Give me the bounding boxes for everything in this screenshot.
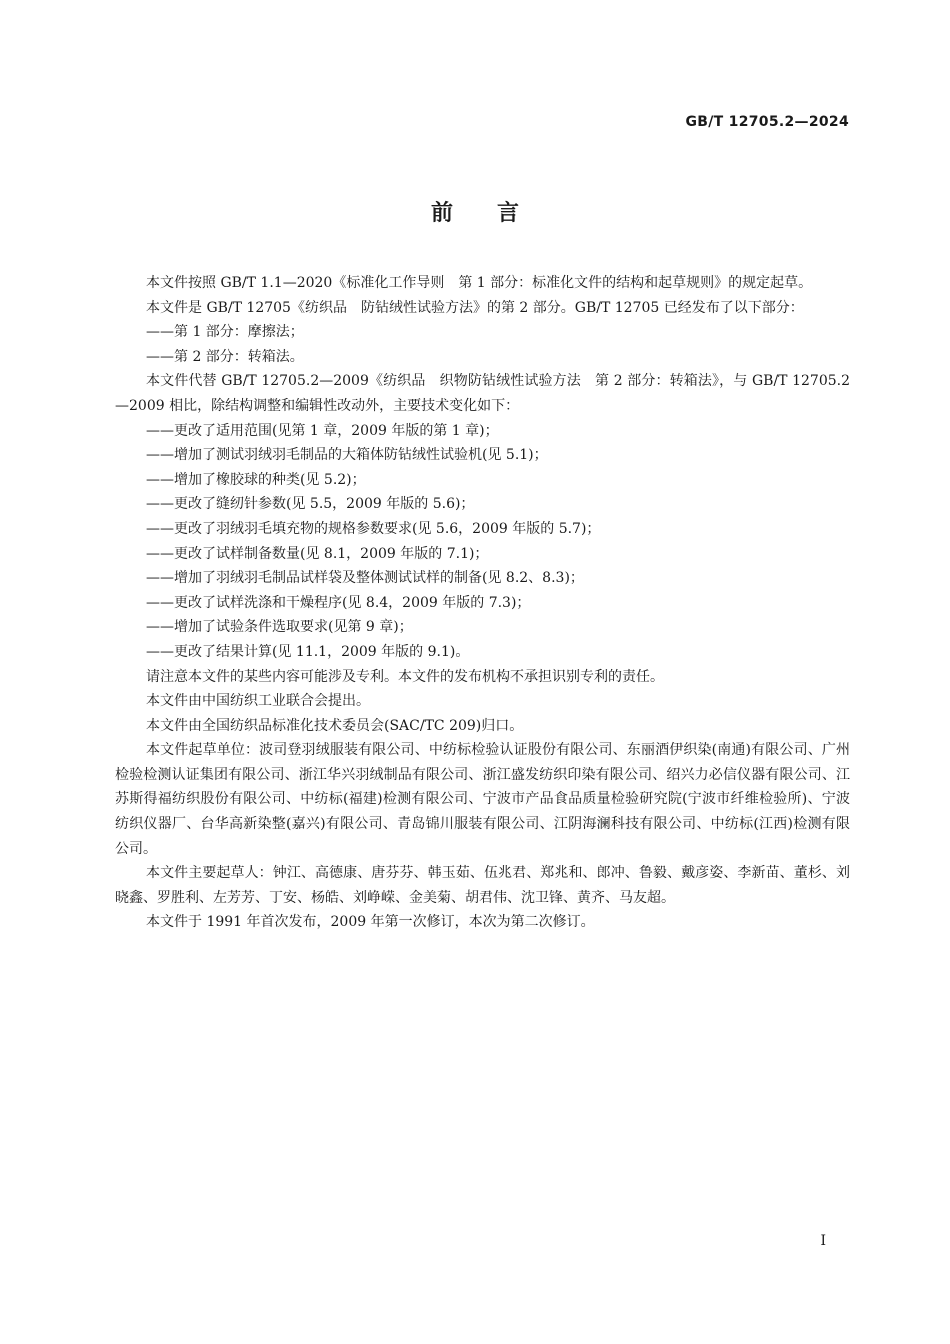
list-item: ——更改了适用范围(见第 1 章，2009 年版的第 1 章)；	[146, 422, 499, 439]
paragraph: 本文件按照 GB/T 1.1—2020《标准化工作导则 第 1 部分：标准化文件的结构和起草规则》的规定起草。	[146, 275, 813, 291]
paragraph: 请注意本文件的某些内容可能涉及专利。本文件的发布机构不承担识别专利的责任。	[146, 668, 664, 685]
paragraph: 本文件于 1991 年首次发布，2009 年第一次修订，本次为第二次修订。	[146, 914, 595, 931]
paragraph: 本文件代替 GB/T 12705.2—2009《纺织品 织物防钻绒性试验方法 第 2 部分：转箱法》，与 GB/T 12705.2—2009 相比，除结构调整和编辑性改动外，主要技术变化如下：	[115, 373, 850, 414]
list-item: ——更改了试样洗涤和干燥程序(见 8.4，2009 年版的 7.3)；	[146, 594, 531, 611]
list-item: ——增加了试验条件选取要求(见第 9 章)；	[146, 619, 413, 636]
list-item: ——更改了羽绒羽毛填充物的规格参数要求(见 5.6，2009 年版的 5.7)；	[146, 520, 601, 537]
paragraph: 本文件起草单位：波司登羽绒服装有限公司、中纺标检验认证股份有限公司、东丽酒伊织染(南通)有限公司、广州检验检测认证集团有限公司、浙江华兴羽绒制品有限公司、浙江盛发纺织印染有限公司、绍兴力必信仪器有限公司、江苏斯得福纺织股份有限公司、中纺标(福建)检测有限公司、宁波市产品食品质量检验研究院(宁波市纤维检验所)、宁波纺织仪器厂、台华高新染整(嘉兴)有限公司、青岛锦川服装有限公司、江阴海澜科技有限公司、中纺标(江西)检测有限公司。	[115, 742, 850, 857]
list-item: ——第 1 部分：摩擦法；	[146, 324, 304, 341]
list-item: ——更改了缝纫针参数(见 5.5，2009 年版的 5.6)；	[146, 496, 475, 513]
paragraph: 本文件由全国纺织品标准化技术委员会(SAC/TC 209)归口。	[146, 717, 524, 734]
list-item: ——增加了羽绒羽毛制品试样袋及整体测试试样的制备(见 8.2、8.3)；	[146, 570, 584, 587]
paragraph: 本文件由中国纺织工业联合会提出。	[146, 693, 370, 710]
paragraph: 本文件主要起草人：钟江、高德康、唐芬芬、韩玉茹、伍兆君、郑兆和、郎冲、鲁毅、戴彦姿、李新苗、董杉、刘晓鑫、罗胜利、左芳芳、丁安、杨皓、刘峥嵘、金美菊、胡君伟、沈卫锋、黄齐、马友超。	[115, 865, 850, 906]
document-body	[115, 271, 850, 935]
paragraph: 本文件是 GB/T 12705《纺织品 防钻绒性试验方法》的第 2 部分。GB/T 12705 已经发布了以下部分：	[146, 299, 804, 316]
page-number: I	[820, 1233, 826, 1249]
list-item: ——第 2 部分：转箱法。	[146, 348, 304, 365]
list-item: ——更改了试样制备数量(见 8.1，2009 年版的 7.1)；	[146, 545, 489, 562]
list-item: ——更改了结果计算(见 11.1，2009 年版的 9.1)。	[146, 643, 470, 660]
list-item: ——增加了测试羽绒羽毛制品的大箱体防钻绒性试验机(见 5.1)；	[146, 447, 548, 464]
list-item: ——增加了橡胶球的种类(见 5.2)；	[146, 471, 366, 488]
standard-code: GB/T 12705.2—2024	[685, 114, 849, 130]
page-title: 前 言	[430, 201, 519, 226]
